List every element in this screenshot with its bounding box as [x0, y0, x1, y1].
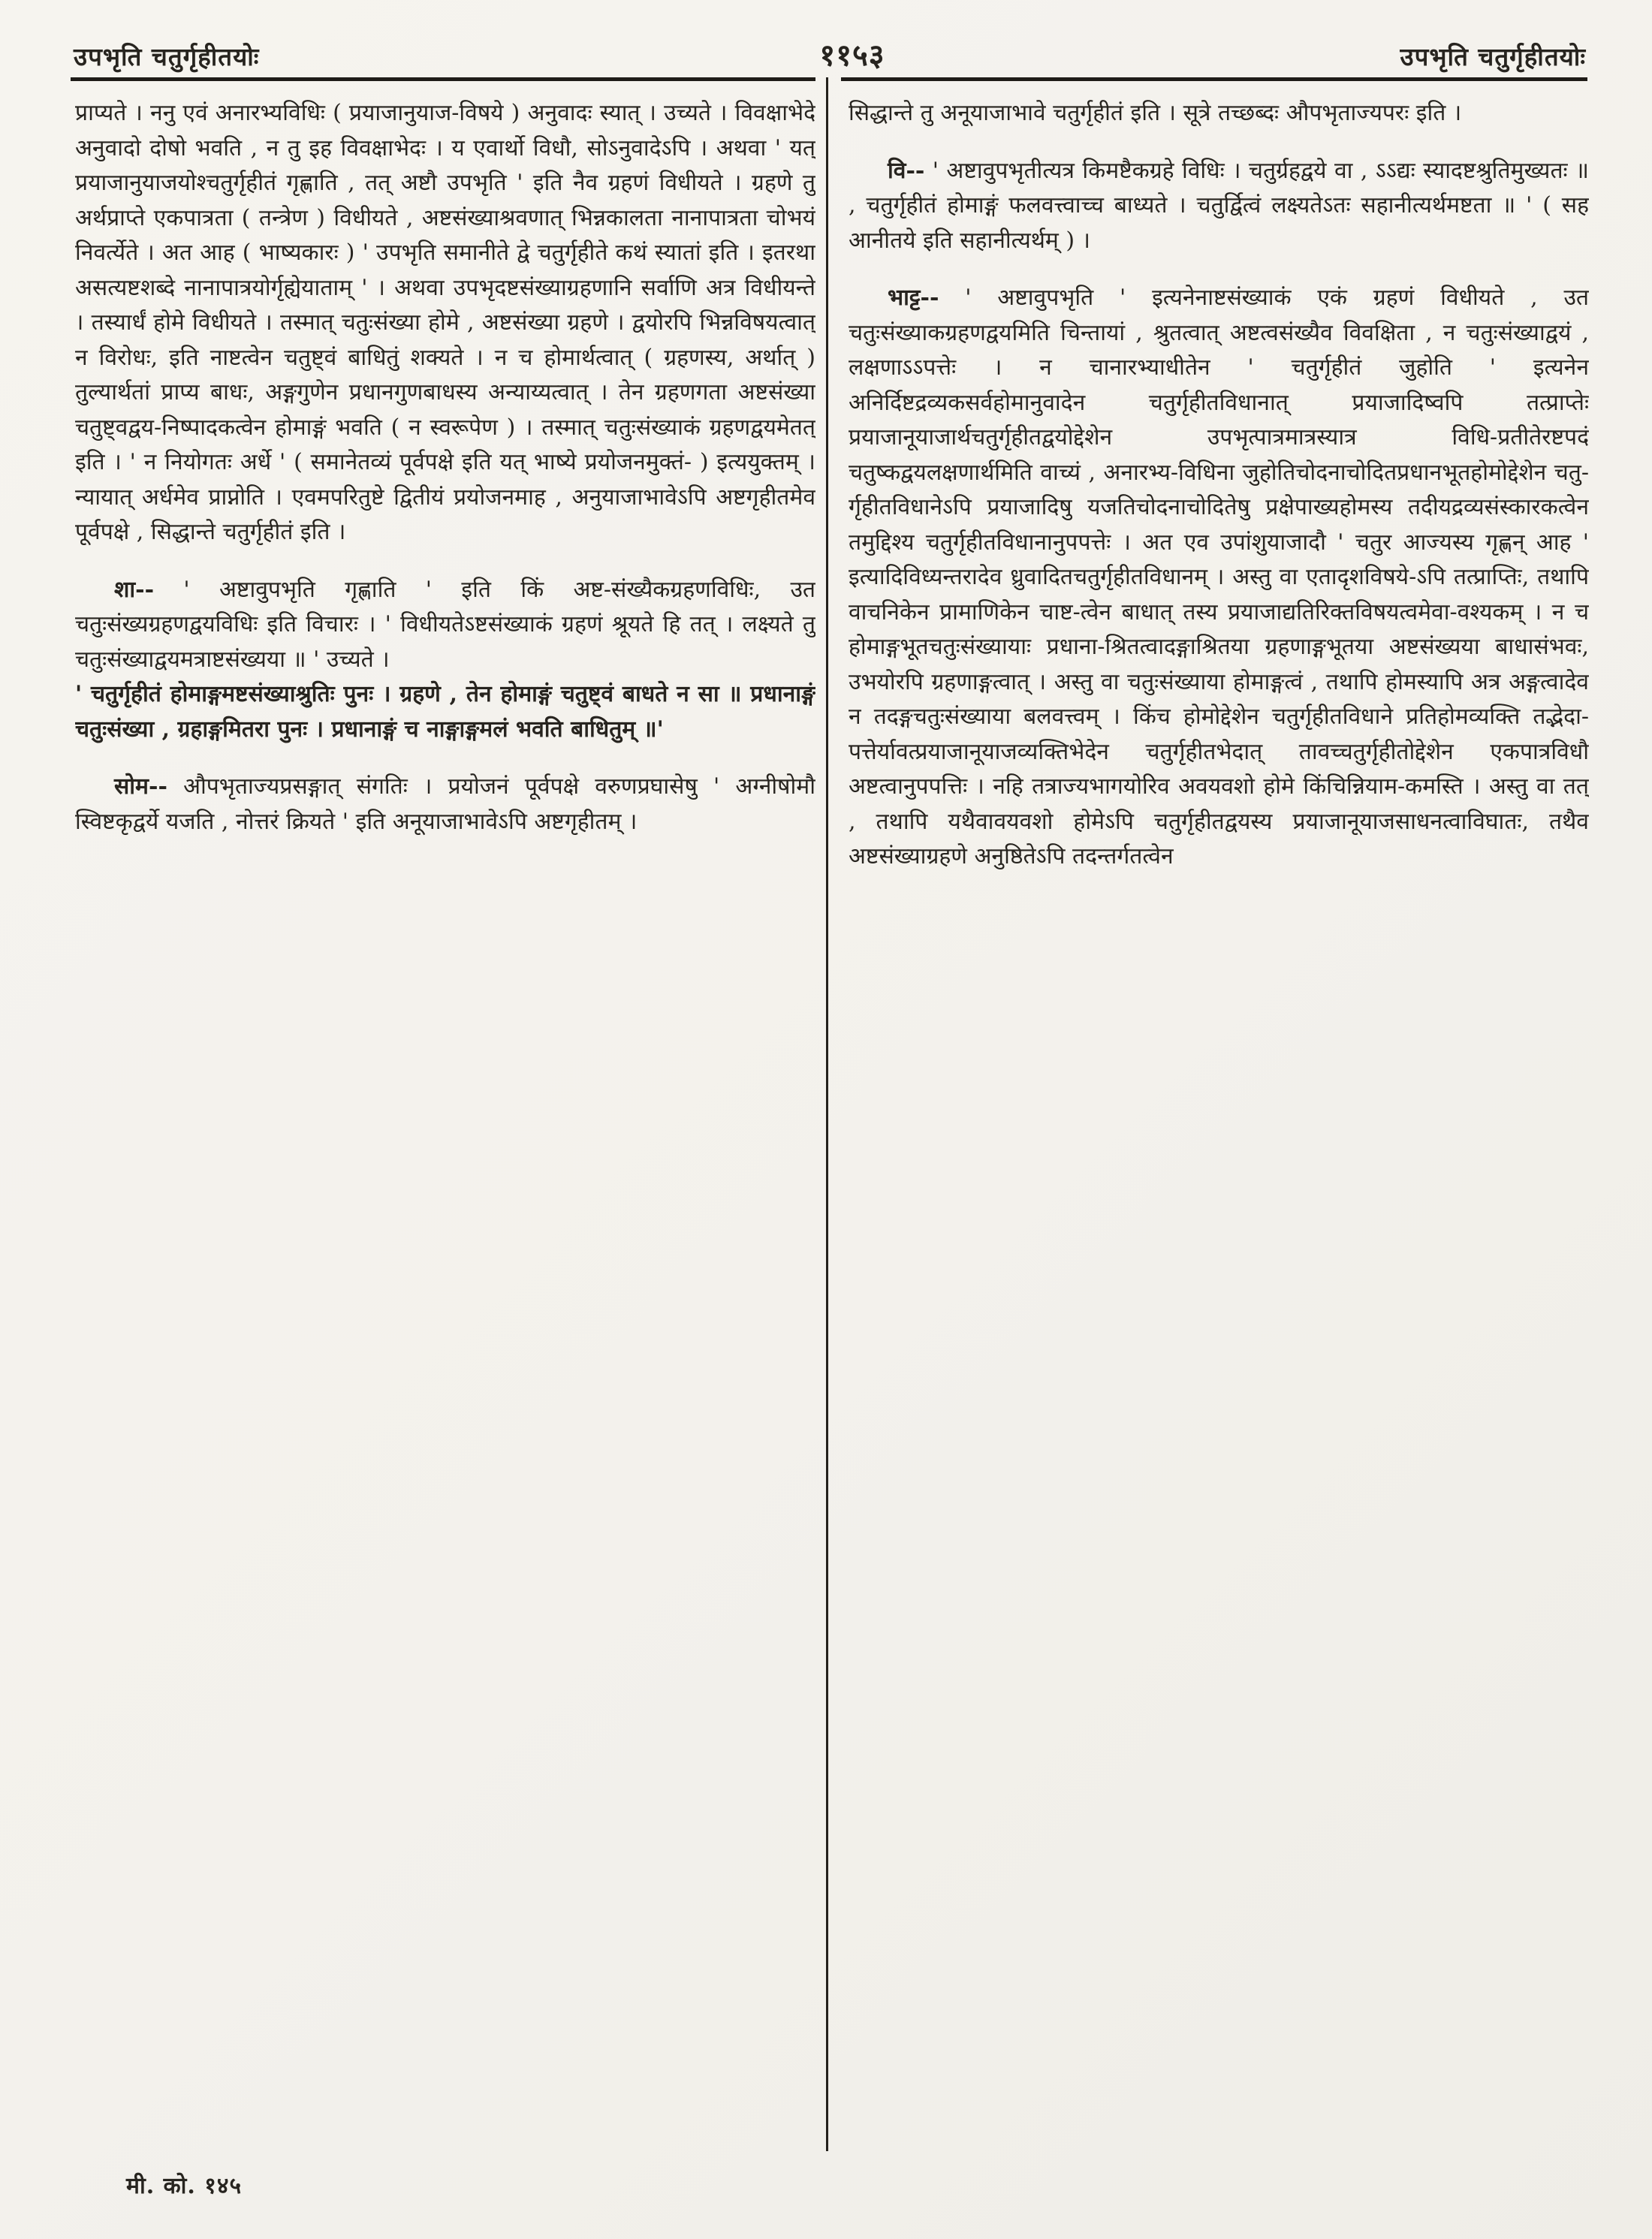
paragraph	[75, 573, 815, 678]
paragraph-text: सिद्धान्ते तु अनूयाजाभावे चतुर्गृहीतं इति । सूत्रे तच्छब्दः औपभृताज्यपरः इति ।	[849, 100, 1462, 126]
footer-signature: मी. को. १४५	[126, 2173, 243, 2199]
paragraph-text: औपभृताज्यप्रसङ्गात् संगतिः । प्रयोजनं पूर्वपक्षे वरुणप्रघासेषु ' अग्नीषोमौ स्विष्टकृद्वर्ये यजति , नोत्तरं क्रियते ' इति अनूयाजाभावेऽपि अष्टगृहीतम् ।	[75, 773, 815, 835]
paragraph-text: प्राप्यते । ननु एवं अनारभ्यविधिः ( प्रयाजानुयाज-विषये ) अनुवादः स्यात् । उच्यते । विवक्षाभेदे अनुवादो दोषो भवति , न तु इह विवक्षाभेदः । य एवार्थो विधौ, सोऽनुवादेऽपि । अथवा ' यत् प्रयाजानुयाजयोश्चतुर्गृहीतं गृह्णाति , तत् अष्टौ उपभृति ' इति नैव ग्रहणं विधीयते । ग्रहणे तु अर्थप्राप्ते एकपात्रता ( तन्त्रेण ) विधीयते , अष्टसंख्याश्रवणात् भिन्नकालता नानापात्रता चोभयं निवर्त्येते । अत आह ( भाष्यकारः ) ' उपभृति समानीते द्वे चतुर्गृहीते कथं स्यातां इति । इतरथा असत्यष्टशब्दे नानापात्रयोर्गृह्येयाताम् ' । अथवा उपभृदष्टसंख्याग्रहणानि सर्वाणि अत्र विधीयन्ते । तस्यार्धं होमे विधीयते । तस्मात् चतुःसंख्या होमे , अष्टसंख्या ग्रहणे । द्वयोरपि भिन्नविषयत्वात् न विरोधः, इति नाष्टत्वेन चतुष्ट्वं बाधितुं शक्यते । न च होमार्थत्वात् ( ग्रहणस्य, अर्थात् ) तुल्यार्थतां प्राप्य बाधः, अङ्गगुणेन प्रधानगुणबाधस्य अन्याय्यत्वात् । तेन ग्रहणगता अष्टसंख्या चतुष्ट्वद्वय-निष्पादकत्वेन होमाङ्गं भवति ( न स्वरूपेण ) । तस्मात् चतुःसंख्याकं ग्रहणद्वयमेतत् इति । ' न नियोगतः अर्धे ' ( समानेतव्यं पूर्वपक्षे इति यत् भाष्ये प्रयोजनमुक्तं- ) इत्ययुक्तम् । न्यायात् अर्धमेव प्राप्नोति । एवमपरितुष्टे द्वितीयं प्रयोजनमाह , अनुयाजाभावेऽपि अष्टगृहीतमेव पूर्वपक्षे , सिद्धान्ते चतुर्गृहीतं इति ।	[75, 100, 815, 545]
paragraph	[849, 281, 1589, 875]
header-rule-right	[841, 77, 1587, 81]
header-rule-left	[71, 77, 815, 81]
paragraph	[75, 770, 815, 839]
paragraph	[849, 96, 1589, 131]
speaker-label: शा--	[114, 576, 155, 603]
paragraph-text: ' अष्टावुपभृति गृह्णाति ' इति किं अष्ट-संख्यैकग्रहणविधिः, उत चतुःसंख्यग्रहणद्वयविधिः इति विचारः । ' विधीयतेऽष्टसंख्याकं ग्रहणं श्रूयते हि तत् । लक्ष्यते तु चतुःसंख्याद्वयमत्राष्टसंख्यया ॥ ' उच्यते ।	[75, 576, 815, 673]
header-left-title: उपभृति चतुर्गृहीतयोः	[74, 42, 260, 71]
page-number: ११५३	[819, 38, 885, 73]
speaker-label: सोम--	[114, 773, 167, 800]
paragraph	[849, 154, 1589, 259]
paragraph	[75, 96, 815, 550]
verse-paragraph	[75, 677, 815, 747]
paragraph-text: ' चतुर्गृहीतं होमाङ्गमष्टसंख्याश्रुतिः पुनः । ग्रहणे , तेन होमाङ्गं चतुष्ट्वं बाधते न सा ॥ प्रधानाङ्गं चतुःसंख्या , ग्रहाङ्गमितरा पुनः । प्रधानाङ्गं च नाङ्गाङ्गमलं भवति बाधितुम् ॥'	[75, 681, 815, 743]
column-divider	[826, 77, 828, 2151]
header-right-title: उपभृति चतुर्गृहीतयोः	[1400, 42, 1586, 71]
paragraph-text: ' अष्टावुपभृतीत्यत्र किमष्टैकग्रहे विधिः । चतुर्ग्रहद्वये वा , ऽऽद्यः स्यादष्टश्रुतिमुख्यतः ॥ , चतुर्गृहीतं होमाङ्गं फलवत्त्वाच्च बाध्यते । चतुर्द्वित्वं लक्ष्यतेऽतः सहानीत्यर्थमष्टता ॥ ' ( सह आनीतये इति सहानीत्यर्थम् ) ।	[849, 157, 1589, 254]
left-column	[75, 96, 815, 2157]
right-column	[849, 96, 1589, 2157]
speaker-label: भाट्ट--	[888, 285, 939, 311]
paragraph-text: ' अष्टावुपभृति ' इत्यनेनाष्टसंख्याकं एकं ग्रहणं विधीयते , उत चतुःसंख्याकग्रहणद्वयमिति चिन्तायां , श्रुतत्वात् अष्टत्वसंख्यैव विवक्षिता , न चतुःसंख्याद्वयं , लक्षणाऽऽपत्तेः । न चानारभ्याधीतेन ' चतुर्गृहीतं जुहोति ' इत्यनेन अनिर्दिष्टद्रव्यकसर्वहोमानुवादेन चतुर्गृहीतविधानात् प्रयाजादिष्वपि तत्प्राप्तेः प्रयाजानूयाजार्थचतुर्गृहीतद्वयोद्देशेन उपभृत्पात्रमात्रस्यात्र विधि-प्रतीतेरष्टपदं चतुष्कद्वयलक्षणार्थमिति वाच्यं , अनारभ्य-विधिना जुहोतिचोदनाचोदितप्रधानभूतहोमोद्देशेन चतु-र्गृहीतविधानेऽपि प्रयाजादिषु यजतिचोदनाचोदितेषु प्रक्षेपाख्यहोमस्य तदीयद्रव्यसंस्कारकत्वेन तमुद्दिश्य चतुर्गृहीतविधानानुपपत्तेः । अत एव उपांशुयाजादौ ' चतुर आज्यस्य गृह्णन् आह ' इत्यादिविध्यन्तरादेव ध्रुवादितचतुर्गृहीतविधानम् । अस्तु वा एतादृशविषये-ऽपि तत्प्राप्तिः, तथापि वाचनिकेन प्रामाणिकेन चाष्ट-त्वेन बाधात् तस्य प्रयाजाद्यतिरिक्तविषयत्वमेवा-वश्यकम् । न च होमाङ्गभूतचतुःसंख्यायाः प्रधाना-श्रितत्वादङ्गाश्रितया ग्रहणाङ्गभूतया अष्टसंख्यया बाधासंभवः, उभयोरपि ग्रहणाङ्गत्वात् । अस्तु वा चतुःसंख्याया होमाङ्गत्वं , तथापि होमस्यापि अत्र अङ्गत्वादेव न तदङ्गचतुःसंख्याया बलवत्त्वम् । किंच होमोद्देशेन चतुर्गृहीतविधाने प्रतिहोमव्यक्ति तद्भेदा-पत्तेर्यावत्प्रयाजानूयाजव्यक्तिभेदेन चतुर्गृहीतभेदात् तावच्चतुर्गृहीतोद्देशेन एकपात्रविधौ अष्टत्वानुपपत्तिः । नहि तत्राज्यभागयोरिव अवयवशो होमे किंचिन्नियाम-कमस्ति । अस्तु वा तत् , तथापि यथैवावयवशो होमेऽपि चतुर्गृहीतद्वयस्य प्रयाजानूयाजसाधनत्वाविघातः, तथैव अष्टसंख्याग्रहणे अनुष्ठितेऽपि तदन्तर्गतत्वेन	[849, 285, 1589, 869]
speaker-label: वि--	[888, 157, 925, 184]
page-header	[74, 33, 1586, 74]
